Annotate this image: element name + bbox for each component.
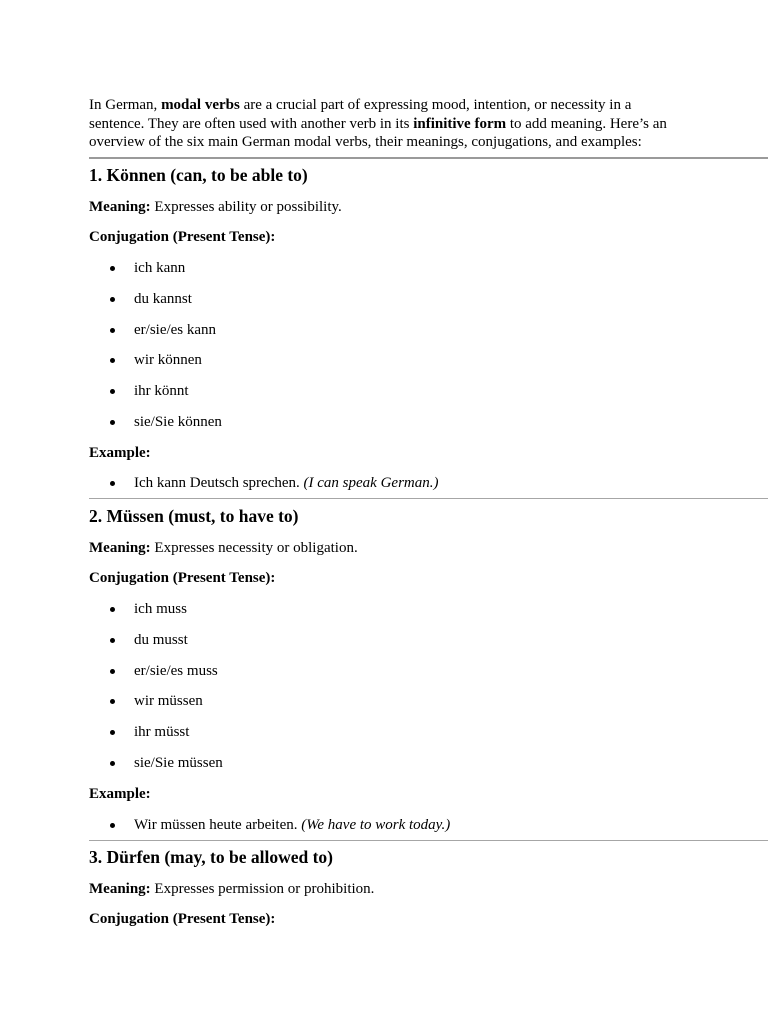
bullet-icon (110, 358, 115, 363)
conjugation-form: ihr müsst (134, 724, 190, 740)
example-translation: (I can speak German.) (303, 475, 439, 491)
intro-paragraph (89, 96, 689, 152)
conjugation-form: wir müssen (134, 693, 203, 709)
bullet-icon (110, 761, 115, 766)
conjugation-form: ich muss (134, 601, 187, 617)
bullet-icon (110, 699, 115, 704)
example-label: Example: (89, 786, 151, 802)
meaning-label: Meaning: (89, 881, 151, 897)
meaning-label: Meaning: (89, 540, 151, 556)
conjugation-form: er/sie/es kann (134, 322, 217, 338)
bullet-icon (110, 481, 115, 486)
conjugation-form: du kannst (134, 291, 192, 307)
conjugation-label: Conjugation (Present Tense): (89, 911, 276, 927)
meaning-text: Expresses ability or possibility. (150, 199, 342, 215)
conjugation-form: sie/Sie können (134, 414, 222, 430)
meaning-line (89, 198, 342, 216)
example-label: Example: (89, 445, 151, 461)
bullet-icon (110, 730, 115, 735)
meaning-line (89, 539, 358, 557)
bullet-icon (110, 328, 115, 333)
section-divider (89, 157, 768, 159)
section-divider (89, 498, 768, 499)
bullet-icon (110, 389, 115, 394)
conjugation-form: du musst (134, 632, 188, 648)
example-sentence (134, 474, 439, 492)
section-heading: 2. Müssen (must, to have to) (89, 506, 299, 526)
conjugation-form: ihr könnt (134, 383, 189, 399)
conjugation-label: Conjugation (Present Tense): (89, 570, 276, 586)
bullet-icon (110, 669, 115, 674)
example-text: Wir müssen heute arbeiten. (134, 817, 302, 833)
conjugation-form: er/sie/es muss (134, 663, 218, 679)
bullet-icon (110, 607, 115, 612)
meaning-line (89, 880, 374, 898)
intro-text: are a crucial part of expressing mood, intention, or necessity in a sentence. They are often used with another verb in its (89, 97, 632, 132)
intro-text: to add meaning. Here’s an overview of the six main German modal verbs, their meanings, conjugations, and examples: (89, 115, 667, 150)
bullet-icon (110, 297, 115, 302)
conjugation-form: ich kann (134, 260, 186, 276)
section-heading: 1. Können (can, to be able to) (89, 165, 308, 185)
intro-bold-term: modal verbs (161, 97, 240, 113)
example-text: Ich kann Deutsch sprechen. (134, 475, 304, 491)
conjugation-label: Conjugation (Present Tense): (89, 229, 276, 245)
bullet-icon (110, 420, 115, 425)
section-divider (89, 840, 768, 841)
bullet-icon (110, 823, 115, 828)
intro-text: In German, (89, 97, 162, 113)
conjugation-form: sie/Sie müssen (134, 755, 223, 771)
meaning-text: Expresses necessity or obligation. (150, 540, 358, 556)
conjugation-form: wir können (134, 352, 202, 368)
section-heading: 3. Dürfen (may, to be allowed to) (89, 847, 334, 867)
example-translation: (We have to work today.) (301, 817, 451, 833)
meaning-label: Meaning: (89, 199, 151, 215)
example-sentence (134, 816, 450, 834)
intro-bold-term: infinitive form (413, 115, 507, 132)
bullet-icon (110, 638, 115, 643)
meaning-text: Expresses permission or prohibition. (150, 881, 375, 897)
bullet-icon (110, 266, 115, 271)
